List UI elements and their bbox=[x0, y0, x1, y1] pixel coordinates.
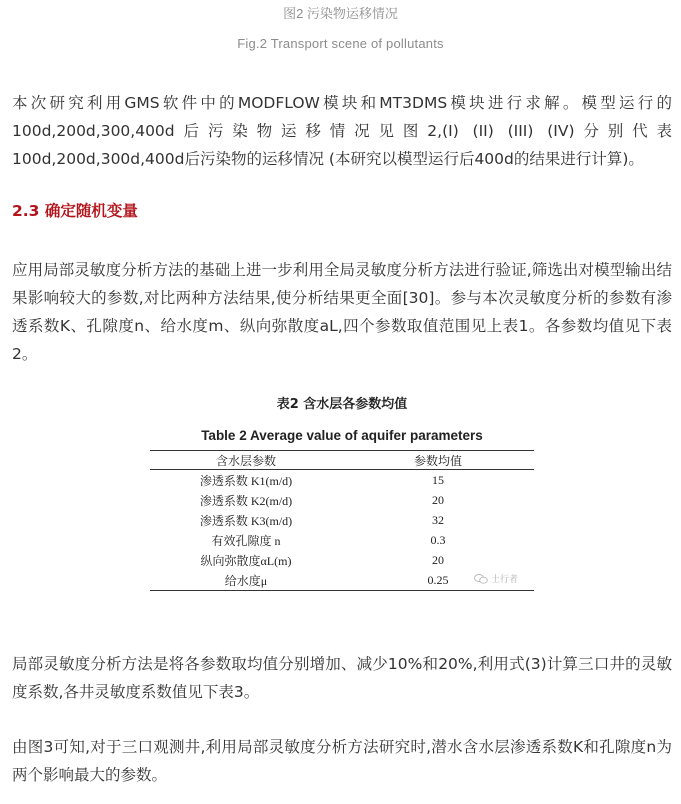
paragraph-model-run: 本次研究利用GMS软件中的MODFLOW模块和MT3DMS模块进行求解。模型运行的100d,200d,300,400d后污染物运移情况见图2,(I) (II) (III) (IV)分别代表100d,200d,300d,400d后污染物的运移情况 (本研究以模型运行后400d的结果进行计算)。 bbox=[12, 94, 672, 168]
table-row bbox=[150, 470, 534, 491]
table-cell-parameter: 渗透系数 K3(m/d) bbox=[199, 513, 293, 528]
table-block bbox=[150, 396, 534, 591]
table-title-cn: 表2 含水层各参数均值 bbox=[276, 397, 408, 412]
table-cell-value: 0.25 bbox=[427, 572, 449, 587]
wechat-logo-icon bbox=[474, 574, 488, 584]
table-row bbox=[150, 530, 534, 550]
table-row bbox=[150, 550, 534, 570]
table-cell-value: 20 bbox=[432, 552, 444, 567]
aquifer-parameters-table bbox=[150, 450, 534, 591]
table-header-row bbox=[150, 451, 534, 470]
table-cell-parameter: 纵向弥散度αL(m) bbox=[200, 553, 292, 568]
table-cell-parameter: 渗透系数 K2(m/d) bbox=[199, 493, 293, 508]
table-cell-value: 32 bbox=[432, 512, 444, 527]
section-heading: 2.3 确定随机变量 bbox=[12, 202, 138, 220]
paragraph-sensitivity-params: 应用局部灵敏度分析方法的基础上进一步利用全局灵敏度分析方法进行验证,筛选出对模型输出结果影响较大的参数,对比两种方法结果,使分析结果更全面[30]。参与本次灵敏度分析的参数有渗透系数K、孔隙度n、给水度m、纵向弥散度aL,四个参数取值范围见上表1。各参数均值见下表2。 bbox=[12, 261, 672, 363]
table-header-mean-value: 参数均值 bbox=[413, 453, 462, 468]
watermark bbox=[474, 572, 518, 585]
table-title-en: Table 2 Average value of aquifer parameters bbox=[201, 428, 483, 443]
table-cell-value: 15 bbox=[432, 472, 444, 487]
figure-caption-en: Fig.2 Transport scene of pollutants bbox=[237, 36, 444, 51]
figure-caption-cn: 图2 污染物运移情况 bbox=[283, 6, 398, 21]
paragraph-local-sensitivity: 局部灵敏度分析方法是将各参数取均值分别增加、减少10%和20%,利用式(3)计算三口井的灵敏度系数,各井灵敏度系数值见下表3。 bbox=[12, 655, 672, 701]
watermark-text: 土行者 bbox=[491, 575, 519, 585]
table-cell-value: 20 bbox=[432, 492, 444, 507]
table-cell-value: 0.3 bbox=[430, 532, 446, 547]
table-row bbox=[150, 490, 534, 510]
table-row bbox=[150, 510, 534, 530]
table-header-parameter: 含水层参数 bbox=[215, 453, 276, 468]
table-cell-parameter: 给水度μ bbox=[224, 573, 268, 588]
table-cell-parameter: 渗透系数 K1(m/d) bbox=[199, 473, 293, 488]
table-cell-parameter: 有效孔隙度 n bbox=[211, 533, 281, 548]
paragraph-conclusion: 由图3可知,对于三口观测井,利用局部灵敏度分析方法研究时,潜水含水层渗透系数K和孔隙度n为两个影响最大的参数。 bbox=[12, 738, 672, 784]
